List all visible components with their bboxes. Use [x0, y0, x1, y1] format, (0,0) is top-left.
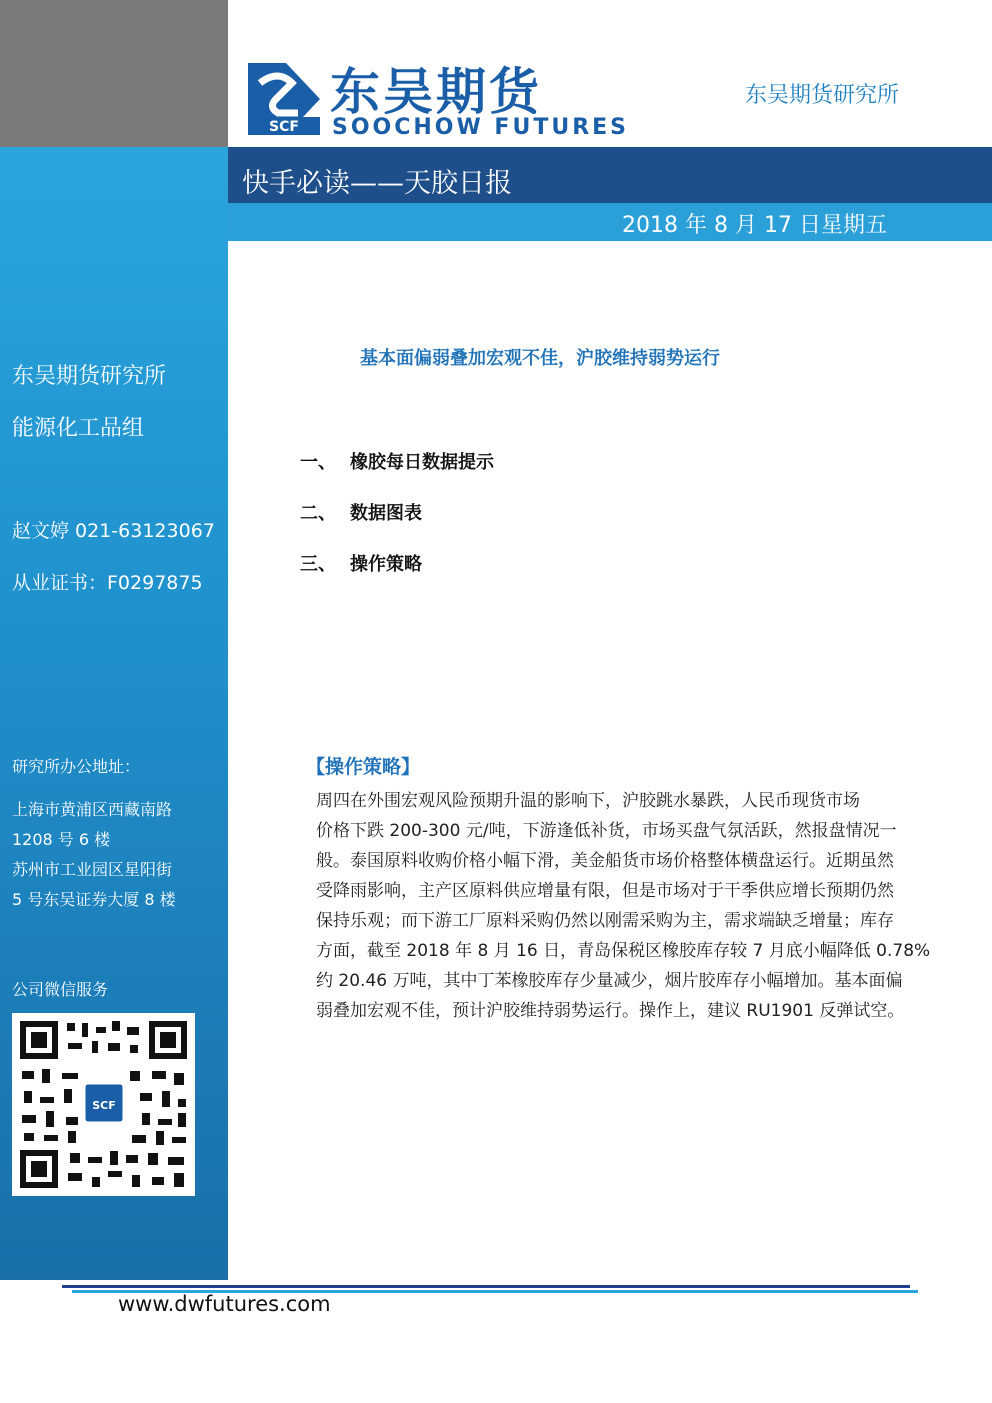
toc-item-charts[interactable] [300, 499, 422, 525]
sidebar [0, 147, 228, 1280]
sidebar-analyst: 赵文婷 021-63123067 [12, 520, 215, 542]
toc-number: 三、 [300, 554, 336, 575]
sidebar-license: 从业证书：F0297875 [12, 572, 203, 594]
address-line: 1208 号 6 楼 [12, 830, 111, 849]
sidebar-org: 东吴期货研究所 [12, 364, 167, 389]
institute-name: 东吴期货研究所 [745, 83, 900, 108]
toc-label: 操作策略 [350, 554, 422, 575]
strategy-text-line: 般。泰国原料收购价格小幅下滑，美金船货市场价格整体横盘运行。近期虽然 [316, 851, 894, 871]
address-line: 5 号东吴证券大厦 8 楼 [12, 890, 176, 909]
toc-item-data-tips[interactable] [300, 448, 494, 474]
toc-number: 二、 [300, 503, 336, 524]
report-headline: 基本面偏弱叠加宏观不佳，沪胶维持弱势运行 [360, 348, 720, 369]
scf-logo-icon [248, 63, 320, 135]
svg-text:SCF: SCF [269, 119, 299, 135]
toc-label: 数据图表 [350, 503, 422, 524]
address-label: 研究所办公地址： [12, 757, 141, 776]
sidebar-group: 能源化工品组 [12, 416, 145, 441]
strategy-text-line: 价格下跌 200-300 元/吨，下游逢低补货，市场买盘气氛活跃，然报盘情况一 [316, 821, 897, 841]
svg-text:SCF: SCF [92, 1099, 116, 1112]
strategy-text-line: 弱叠加宏观不佳，预计沪胶维持弱势运行。操作上，建议 RU1901 反弹试空。 [316, 1001, 905, 1021]
strategy-text-line: 方面，截至 2018 年 8 月 16 日，青岛保税区橡胶库存较 7 月底小幅降低 0.78% [316, 941, 931, 961]
header-gray-block [0, 0, 228, 147]
logo-chinese-name: 东吴期货 [330, 63, 542, 121]
title-bar [228, 147, 992, 203]
address-line: 上海市黄浦区西藏南路 [12, 800, 173, 819]
strategy-text-line: 受降雨影响，主产区原料供应增量有限，但是市场对于干季供应增长预期仍然 [316, 881, 894, 901]
wechat-label: 公司微信服务 [12, 980, 109, 999]
strategy-text-line: 约 20.46 万吨，其中丁苯橡胶库存少量减少，烟片胶库存小幅增加。基本面偏 [316, 971, 903, 991]
address-line: 苏州市工业园区星阳街 [12, 860, 173, 879]
logo-english-name: SOOCHOW FUTURES [332, 115, 630, 140]
strategy-text-line: 保持乐观；而下游工厂原料采购仍然以刚需采购为主，需求端缺乏增量；库存 [316, 911, 894, 931]
website-link[interactable]: www.dwfutures.com [118, 1292, 331, 1316]
report-title: 快手必读——天胶日报 [242, 168, 512, 199]
strategy-text-line: 周四在外围宏观风险预期升温的影响下，沪胶跳水暴跌，人民币现货市场 [316, 791, 860, 811]
toc-number: 一、 [300, 452, 336, 473]
toc-label: 橡胶每日数据提示 [350, 452, 494, 473]
date-bar [228, 203, 992, 241]
strategy-heading: 【操作策略】 [306, 756, 421, 778]
toc-item-strategy[interactable] [300, 550, 422, 576]
footer-divider [62, 1285, 910, 1288]
report-date: 2018 年 8 月 17 日星期五 [622, 213, 887, 238]
wechat-qr-code[interactable] [12, 1013, 195, 1196]
